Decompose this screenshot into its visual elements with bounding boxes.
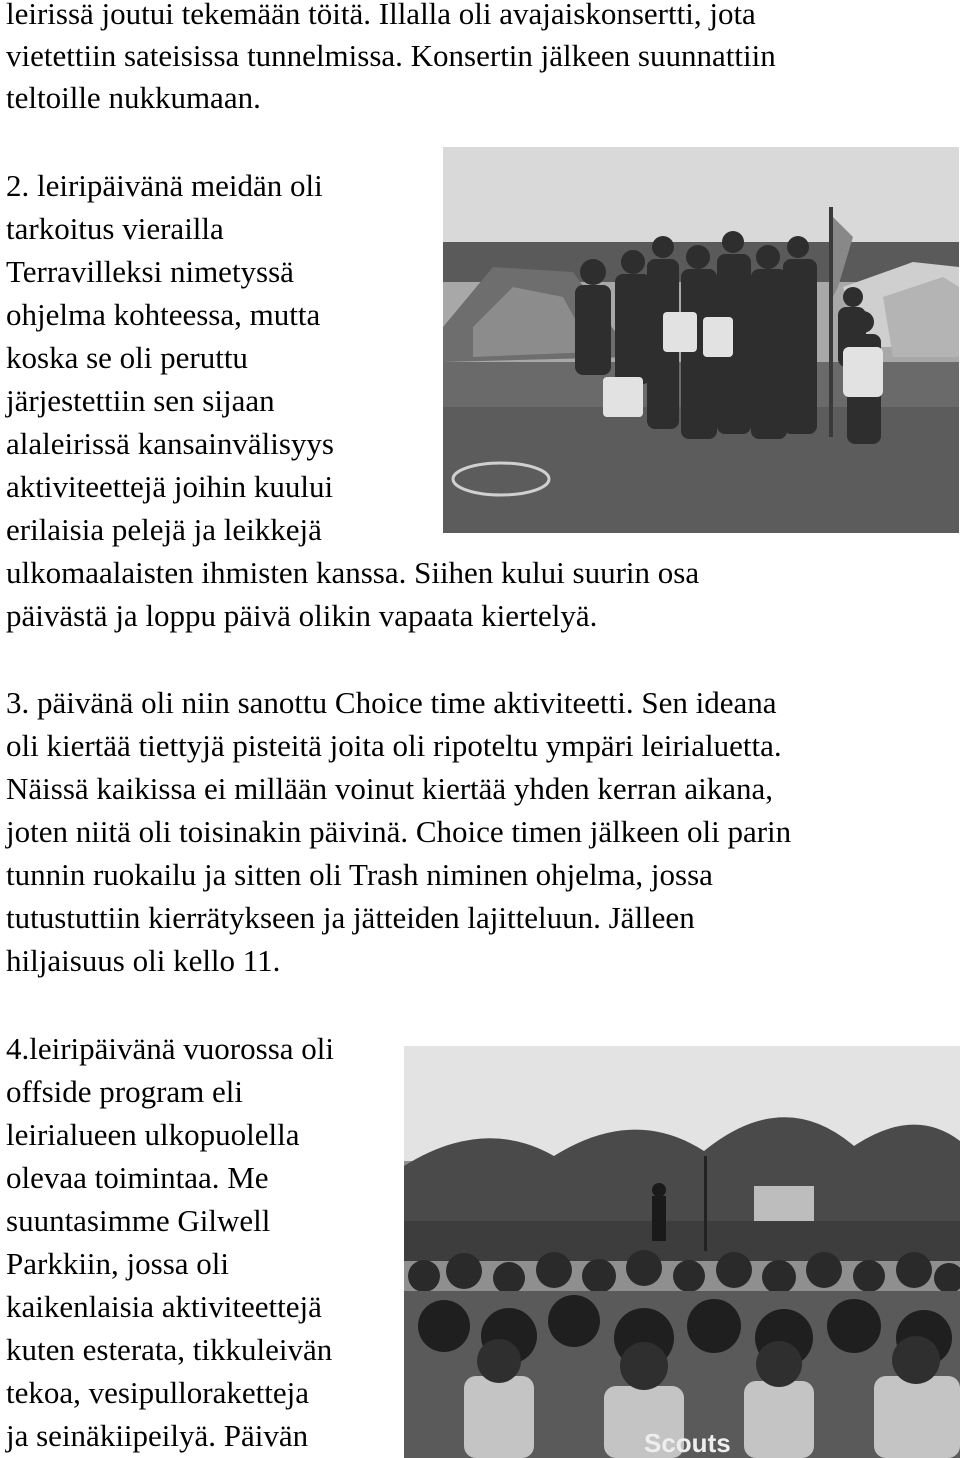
- text-line: kuten esterata, tikkuleivän: [6, 1332, 333, 1367]
- text-line: teltoille nukkumaan.: [6, 80, 261, 115]
- text-line: suuntasimme Gilwell: [6, 1203, 271, 1238]
- text-line: päivästä ja loppu päivä olikin vapaata kiertelyä.: [6, 598, 598, 633]
- text-line: tekoa, vesipullorakettejа: [6, 1375, 309, 1410]
- text-line: leirialueen ulkopuolella: [6, 1117, 300, 1152]
- text-line: tunnin ruokailu ja sitten oli Trash niminen ohjelma, jossa: [6, 857, 713, 892]
- crowd-photo: [404, 1046, 960, 1458]
- text-line: joten niitä oli toisinakin päivinä. Choice timen jälkeen oli parin: [6, 814, 792, 849]
- text-line: ulkomaalaisten ihmisten kanssa. Siihen kului suurin osa: [6, 555, 700, 590]
- text-line: vietettiin sateisissa tunnelmissa. Konsertin jälkeen suunnattiin: [6, 38, 776, 73]
- text-line: 2. leiripäivänä meidän oli: [6, 168, 323, 203]
- text-line: offside program eli: [6, 1074, 244, 1109]
- text-line: aktiviteettejä joihin kuului: [6, 469, 334, 504]
- text-line: tarkoitus vierailla: [6, 211, 224, 246]
- text-line: tutustuttiin kierrätykseen ja jätteiden lajitteluun. Jälleen: [6, 900, 695, 935]
- text-line: Näissä kaikissa ei millään voinut kiertää yhden kerran aikana,: [6, 771, 773, 806]
- text-line: leirissä joutui tekemään töitä. Illalla oli avajaiskonsertti, jota: [6, 0, 756, 31]
- text-line: ohjelma kohteessa, mutta: [6, 297, 321, 332]
- text-line: ja seinäkiipeilyä. Päivän: [6, 1418, 309, 1453]
- text-line: 4.leiripäivänä vuorossa oli: [6, 1031, 334, 1066]
- text-line: olevaa toimintaa. Me: [6, 1160, 269, 1195]
- scouts-shirt-text: Scouts: [644, 1428, 731, 1458]
- text-line: 3. päivänä oli niin sanottu Choice time aktiviteetti. Sen ideana: [6, 685, 777, 720]
- text-line: Parkkiin, jossa oli: [6, 1246, 230, 1281]
- text-line: kaikenlaisia aktiviteettejä: [6, 1289, 322, 1324]
- group-photo: [443, 147, 959, 533]
- text-line: alaleirissä kansainvälisyys: [6, 426, 334, 461]
- text-line: erilaisia pelejä ja leikkejä: [6, 512, 322, 547]
- text-line: hiljaisuus oli kello 11.: [6, 943, 281, 978]
- text-line: Terravilleksi nimetyssä: [6, 254, 294, 289]
- text-line: koska se oli peruttu: [6, 340, 248, 375]
- text-line: järjestettiin sen sijaan: [6, 383, 275, 418]
- text-line: oli kiertää tiettyjä pisteitä joita oli ripoteltu ympäri leirialuetta.: [6, 728, 782, 763]
